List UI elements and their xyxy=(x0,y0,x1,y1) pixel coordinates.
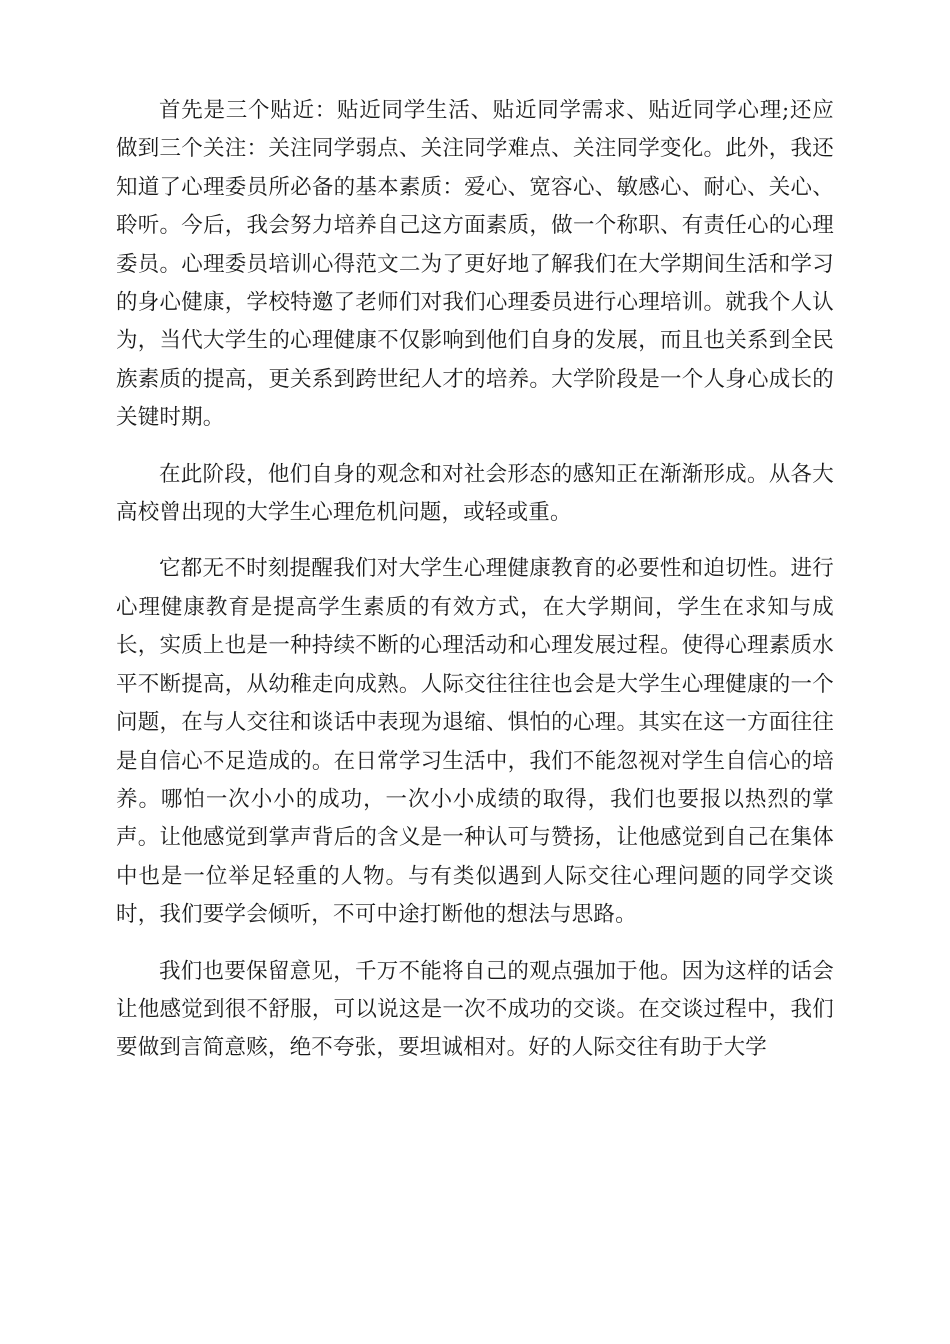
paragraph-1: 首先是三个贴近：贴近同学生活、贴近同学需求、贴近同学心理;还应做到三个关注：关注同学弱点、关注同学难点、关注同学变化。此外，我还知道了心理委员所必备的基本素质：爱心、宽容心、敏感心、耐心、关心、聆听。今后，我会努力培养自己这方面素质，做一个称职、有责任心的心理委员。心理委员培训心得范文二为了更好地了解我们在大学期间生活和学习的身心健康，学校特邀了老师们对我们心理委员进行心理培训。就我个人认为，当代大学生的心理健康不仅影响到他们自身的发展，而且也关系到全民族素质的提高，更关系到跨世纪人才的培养。大学阶段是一个人身心成长的关键时期。 xyxy=(116,98,834,431)
paragraph-3: 它都无不时刻提醒我们对大学生心理健康教育的必要性和迫切性。进行心理健康教育是提高学生素质的有效方式，在大学期间，学生在求知与成长，实质上也是一种持续不断的心理活动和心理发展过程。使得心理素质水平不断提高，从幼稚走向成熟。人际交往往往也会是大学生心理健康的一个问题，在与人交往和谈话中表现为退缩、惧怕的心理。其实在这一方面往往是自信心不足造成的。在日常学习生活中，我们不能忽视对学生自信心的培养。哪怕一次小小的成功，一次小小成绩的取得，我们也要报以热烈的掌声。让他感觉到掌声背后的含义是一种认可与赞扬，让他感觉到自己在集体中也是一位举足轻重的人物。与有类似遇到人际交往心理问题的同学交谈时，我们要学会倾听，不可中途打断他的想法与思路。 xyxy=(116,556,834,928)
paragraph-4: 我们也要保留意见，千万不能将自己的观点强加于他。因为这样的话会让他感觉到很不舒服，可以说这是一次不成功的交谈。在交谈过程中，我们要做到言简意赅，绝不夸张，要坦诚相对。好的人际交往有助于大学 xyxy=(116,958,834,1061)
document-page xyxy=(116,92,834,1086)
paragraph-2: 在此阶段，他们自身的观念和对社会形态的感知正在渐渐形成。从各大高校曾出现的大学生心理危机问题，或轻或重。 xyxy=(116,461,834,526)
